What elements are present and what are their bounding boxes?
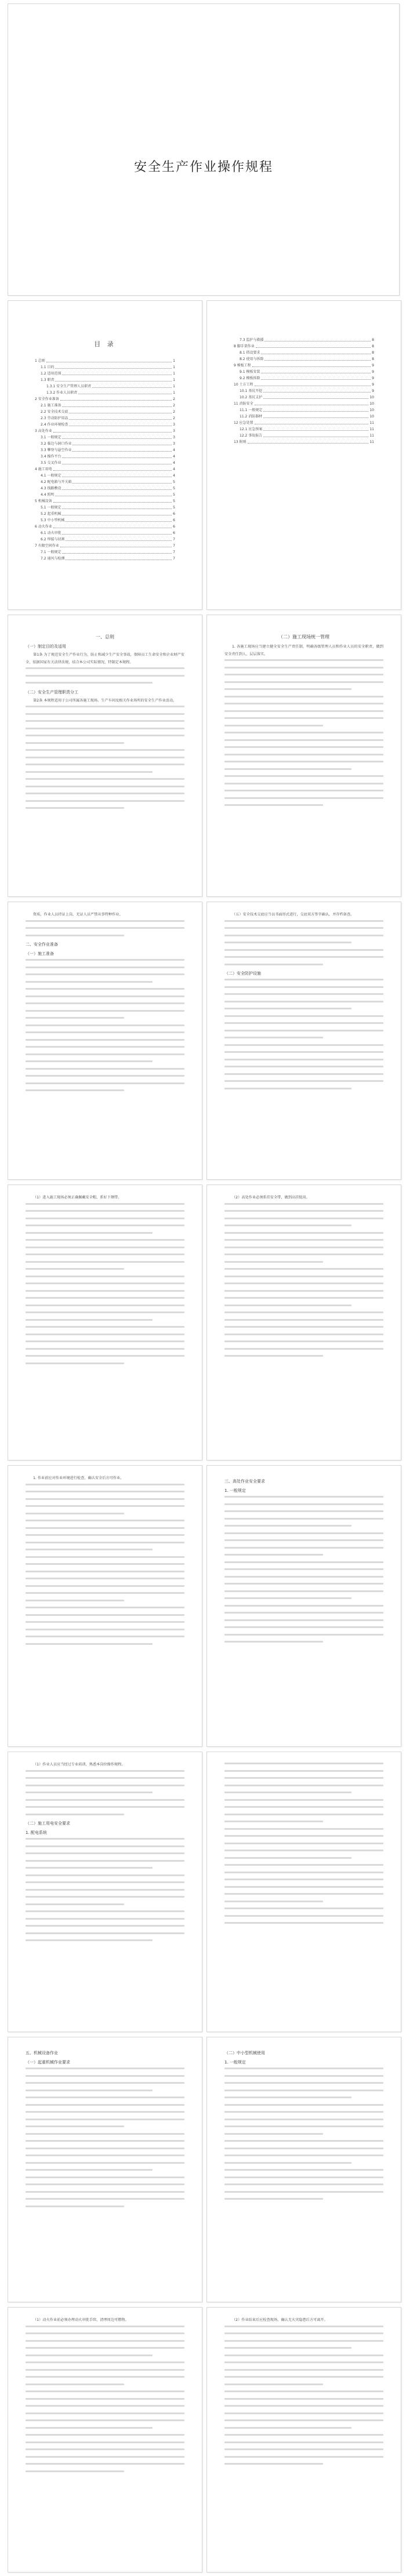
section-heading: （一）制定目的及适用 <box>26 644 66 649</box>
toc-entry-title: 6.1 动火审批 <box>41 531 61 535</box>
toc-entry-page-number: 5 <box>173 499 175 503</box>
toc-entry-title: 11 消防安全 <box>234 402 253 406</box>
toc-leader-dots <box>66 559 172 560</box>
toc-entry[interactable] <box>234 413 374 420</box>
toc-entry[interactable] <box>35 364 175 370</box>
text-lines <box>224 1496 383 1643</box>
toc-entry-page-number: 3 <box>173 429 175 433</box>
toc-entry-title: 12 应急处置 <box>234 421 253 425</box>
toc-entry-title: 12.1 应急预案 <box>240 427 263 431</box>
toc-entry[interactable] <box>35 549 175 555</box>
toc-entry-page-number: 10 <box>369 415 374 419</box>
toc-leader-dots <box>263 411 368 412</box>
text-lines <box>224 979 383 1089</box>
toc-entry-title: 3 高处作业 <box>35 429 52 433</box>
toc-leader-dots <box>72 483 172 484</box>
toc-entry-title: 5.2 起重机械 <box>41 512 61 516</box>
section-heading: 二、安全作业准备 <box>26 942 58 947</box>
toc-entry[interactable] <box>234 426 374 433</box>
toc-entry-page-number: 4 <box>173 461 175 465</box>
toc-entry-title: 9.2 模板拆除 <box>240 376 260 380</box>
toc-entry[interactable] <box>35 383 175 390</box>
toc-heading: 目 录 <box>94 340 116 348</box>
toc-entry[interactable] <box>35 485 175 492</box>
toc-entry[interactable] <box>35 447 175 453</box>
toc-entry-title: 1.1 目的 <box>41 365 55 369</box>
toc-entry-page-number: 11 <box>369 434 374 438</box>
toc-entry-title: 9 模板工程 <box>234 364 251 368</box>
toc-leader-dots <box>92 387 172 388</box>
toc-entry-page-number: 10 <box>369 395 374 399</box>
paragraph: （五）安全技术交底应当以书面形式进行，交底双方签字确认，并存档备查。 <box>232 913 354 917</box>
toc-entry-title: 3.4 操作平台 <box>41 455 61 459</box>
section-heading: 五、机械设备作业 <box>26 2051 58 2055</box>
text-lines <box>26 920 184 936</box>
toc-entry[interactable] <box>35 479 175 485</box>
toc-entry[interactable] <box>234 394 374 401</box>
content-page-9 <box>8 1465 202 1747</box>
toc-entry[interactable] <box>234 401 374 407</box>
toc-entry[interactable] <box>35 415 175 422</box>
toc-entry-page-number: 5 <box>173 480 175 484</box>
toc-entry-title: 4.4 照明 <box>41 493 55 497</box>
text-lines <box>224 2068 383 2200</box>
toc-leader-dots <box>248 443 369 444</box>
toc-entry-title: 7 有限空间作业 <box>35 544 59 548</box>
toc-entry[interactable] <box>234 388 374 394</box>
document-title: 安全生产作业操作规程 <box>133 160 273 175</box>
toc-entry[interactable] <box>35 422 175 428</box>
toc-entry-page-number: 10 <box>369 408 374 412</box>
paragraph: 第1条 为了规范安全生产作业行为，防止和减少生产安全事故，保障员工生命安全和企业财产安全，依据国家有关法律法规，结合本公司实际情况，特制定本规程。 <box>26 653 184 664</box>
text-lines <box>224 1763 383 1924</box>
toc-entry-page-number: 1 <box>173 384 175 388</box>
toc-entry-title: 5.1 一般规定 <box>41 506 61 510</box>
paragraph: （1）作业人员应当经过专业培训，熟悉本岗位操作规程。 <box>33 1763 125 1767</box>
toc-leader-dots <box>62 489 172 490</box>
toc-entry-page-number: 3 <box>173 442 175 446</box>
toc-entry[interactable] <box>35 428 175 434</box>
toc-entry-title: 11.1 一般规定 <box>240 408 263 412</box>
subsection-heading: 1. 一般规定 <box>224 1488 246 1493</box>
toc-entry[interactable] <box>35 543 175 549</box>
toc-entry-page-number: 9 <box>372 389 374 393</box>
paragraph: 1. 各施工现场应当建立健全安全生产责任制，明确各级管理人员和作业人员的安全职责，做到安全责任到人、层层落实。 <box>224 645 383 656</box>
toc-entry-page-number: 7 <box>173 557 175 561</box>
toc-entry-title: 10 土方工程 <box>234 383 253 387</box>
text-lines <box>26 706 184 809</box>
toc-leader-dots <box>62 406 172 407</box>
content-page-14 <box>206 2037 401 2302</box>
subsection-heading: （一）施工准备 <box>26 951 54 956</box>
toc-entry-title: 7.1 一般规定 <box>41 550 61 554</box>
toc-entry-page-number: 7 <box>173 544 175 548</box>
text-lines <box>26 1203 184 1364</box>
toc-leader-dots <box>263 398 368 399</box>
content-page-8 <box>206 1185 401 1460</box>
toc-entry-page-number: 8 <box>372 351 374 355</box>
toc-entry[interactable] <box>35 524 175 530</box>
toc-entry[interactable] <box>35 377 175 383</box>
cover-page <box>8 3 400 296</box>
toc-leader-dots <box>261 379 371 380</box>
toc-entry[interactable] <box>35 504 175 511</box>
section-heading: （二）安全生产管理职责分工 <box>26 689 78 695</box>
toc-entry-title: 8.1 搭设要求 <box>240 351 260 355</box>
toc-entry-title: 6.2 焊接与切割 <box>41 537 65 542</box>
toc-page-2 <box>206 300 401 610</box>
toc-entry[interactable] <box>35 460 175 466</box>
content-page-12 <box>206 1752 401 2032</box>
toc-entry-title: 8.2 使用与拆除 <box>240 357 264 361</box>
toc-entry[interactable] <box>35 473 175 479</box>
chapter-title: 一、总则 <box>96 634 114 640</box>
toc-entry[interactable] <box>234 343 374 350</box>
toc-leader-dots <box>62 508 172 509</box>
toc-leader-dots <box>62 553 172 554</box>
toc-entry[interactable] <box>35 492 175 498</box>
toc-entry-title: 4.1 一般规定 <box>41 474 61 478</box>
toc-entry[interactable] <box>234 382 374 388</box>
toc-entry-page-number: 9 <box>372 383 374 387</box>
section-heading: （二）安全防护设施 <box>224 971 261 976</box>
toc-entry-page-number: 5 <box>173 506 175 510</box>
toc-entry[interactable] <box>35 390 175 396</box>
toc-entry-title: 1.2 适用范围 <box>41 372 61 376</box>
toc-entry-title: 10.1 基坑开挖 <box>240 389 263 393</box>
toc-entry-title: 1 总则 <box>35 359 45 363</box>
toc-entry-page-number: 11 <box>369 427 374 431</box>
toc-entry-page-number: 1 <box>173 365 175 369</box>
toc-page <box>8 300 202 610</box>
toc-entry-page-number: 9 <box>372 376 374 380</box>
content-page-10 <box>206 1465 401 1747</box>
toc-leader-dots <box>55 381 172 382</box>
toc-leader-dots <box>263 417 368 418</box>
text-lines <box>26 1770 184 1815</box>
toc-entry-title: 13 附则 <box>234 440 246 444</box>
toc-entry[interactable] <box>35 453 175 460</box>
toc-entry[interactable] <box>234 362 374 369</box>
toc-entry-page-number: 5 <box>173 486 175 491</box>
text-lines <box>26 2326 184 2472</box>
toc-entry-title: 3.3 攀登与悬空作业 <box>41 448 72 452</box>
text-lines <box>224 920 383 965</box>
toc-entry-page-number: 4 <box>173 455 175 459</box>
toc-entry[interactable] <box>234 369 374 375</box>
subsection-heading: （一）起重机械作业要求 <box>26 2060 70 2065</box>
toc-entry-title: 3.5 交叉作业 <box>41 461 61 465</box>
toc-entry-page-number: 6 <box>173 525 175 529</box>
toc-list-continued <box>207 301 401 445</box>
toc-entry-page-number: 9 <box>372 364 374 368</box>
toc-entry[interactable] <box>35 555 175 562</box>
paragraph: （2）高处作业必须系挂安全带，做到高挂低用。 <box>232 1196 310 1200</box>
content-page-16 <box>206 2307 401 2573</box>
toc-entry[interactable] <box>35 536 175 543</box>
toc-entry-title: 8 脚手架作业 <box>234 344 255 348</box>
content-page-6 <box>206 902 401 1180</box>
toc-entry-page-number: 7 <box>173 537 175 542</box>
toc-entry-page-number: 4 <box>173 448 175 452</box>
toc-entry[interactable] <box>234 420 374 426</box>
toc-entry-title: 4.2 配电箱与开关箱 <box>41 480 72 484</box>
toc-entry-title: 2.3 劳动防护用品 <box>41 416 68 420</box>
toc-entry-page-number: 6 <box>173 512 175 516</box>
toc-entry-title: 4 施工用电 <box>35 467 52 471</box>
paragraph: （2）作业结束后应检查现场，确认无火灾隐患后方可离开。 <box>232 2318 328 2322</box>
toc-entry[interactable] <box>234 356 374 362</box>
toc-entry-page-number: 2 <box>173 416 175 420</box>
toc-entry-title: 7.3 监护与救援 <box>240 338 264 342</box>
toc-entry[interactable] <box>234 337 374 343</box>
content-page-15 <box>8 2307 202 2573</box>
toc-entry-page-number: 2 <box>173 404 175 408</box>
toc-leader-dots <box>53 432 172 433</box>
toc-leader-dots <box>62 438 172 439</box>
toc-entry[interactable] <box>35 511 175 517</box>
toc-entry[interactable] <box>35 466 175 473</box>
content-page-11 <box>8 1752 202 2032</box>
toc-leader-dots <box>62 534 172 535</box>
toc-entry-page-number: 7 <box>173 550 175 554</box>
content-page-13 <box>8 2037 202 2302</box>
toc-leader-dots <box>264 360 371 361</box>
toc-leader-dots <box>72 451 172 452</box>
toc-entry-page-number: 1 <box>173 378 175 382</box>
toc-entry-title: 1.3 职责 <box>41 378 55 382</box>
toc-entry-title: 2 安全作业准备 <box>35 397 59 401</box>
toc-list <box>8 358 202 562</box>
text-lines <box>26 1484 184 1645</box>
content-page-4 <box>206 615 401 897</box>
toc-entry-title: 2.4 作业环境检查 <box>41 423 68 427</box>
text-lines <box>26 1838 184 1941</box>
paragraph: 1. 作业前应对作业环境进行检查，确认安全后方可作业。 <box>33 1476 124 1480</box>
toc-leader-dots <box>69 419 172 420</box>
toc-entry-page-number: 8 <box>372 344 374 348</box>
toc-entry-page-number: 11 <box>369 421 374 425</box>
toc-entry-page-number: 1 <box>173 372 175 376</box>
text-lines <box>224 2326 383 2465</box>
toc-entry-title: 5 机械设备 <box>35 499 52 503</box>
toc-entry-title: 1.3.1 安全生产管理人员职责 <box>46 384 92 388</box>
toc-leader-dots <box>53 470 172 471</box>
section-heading: （二）施工用电安全要求 <box>26 1821 70 1826</box>
toc-entry-page-number: 10 <box>369 402 374 406</box>
toc-entry[interactable] <box>234 407 374 413</box>
toc-leader-dots <box>263 392 371 393</box>
toc-leader-dots <box>263 430 368 431</box>
toc-entry[interactable] <box>234 350 374 356</box>
toc-entry-page-number: 4 <box>173 467 175 471</box>
toc-entry-title: 11.2 消防器材 <box>240 415 263 419</box>
toc-entry[interactable] <box>35 370 175 377</box>
toc-entry-title: 4.3 线路敷设 <box>41 486 61 491</box>
toc-entry-page-number: 2 <box>173 397 175 401</box>
paragraph: 第2条 本规程适用于公司所属各施工现场、生产车间及相关作业场所的安全生产作业活动。 <box>33 698 177 703</box>
toc-entry[interactable] <box>35 517 175 524</box>
toc-entry-page-number: 1 <box>173 359 175 363</box>
toc-entry-page-number: 9 <box>372 370 374 374</box>
section-heading: （二）中小型机械使用 <box>224 2051 265 2055</box>
toc-entry-title: 3.1 一般规定 <box>41 435 61 439</box>
toc-entry-page-number: 6 <box>173 518 175 522</box>
toc-leader-dots <box>55 368 172 369</box>
text-lines <box>26 667 184 684</box>
toc-entry-title: 12.2 事故报告 <box>240 434 263 438</box>
toc-entry-page-number: 6 <box>173 531 175 535</box>
toc-entry[interactable] <box>35 358 175 364</box>
toc-leader-dots <box>256 347 371 348</box>
toc-entry[interactable] <box>35 409 175 415</box>
toc-leader-dots <box>252 366 371 367</box>
chapter-title: （二）施工现场统一管理 <box>278 634 329 640</box>
toc-entry-title: 7.2 通风与检测 <box>41 557 65 561</box>
content-page-3 <box>8 615 202 897</box>
content-page-5 <box>8 902 202 1180</box>
toc-entry[interactable] <box>35 434 175 441</box>
toc-entry[interactable] <box>35 530 175 536</box>
paragraph: 资质，作业人员持证上岗，无证人员严禁从事特种作业。 <box>33 913 123 917</box>
toc-leader-dots <box>62 457 172 458</box>
toc-entry-title: 6 动火作业 <box>35 525 52 529</box>
toc-entry-page-number: 8 <box>372 338 374 342</box>
text-lines <box>224 1203 383 1357</box>
toc-entry-title: 10.2 基坑支护 <box>240 395 263 399</box>
toc-entry-page-number: 4 <box>173 474 175 478</box>
toc-entry-page-number: 5 <box>173 493 175 497</box>
paragraph: （1）进入施工现场必须正确佩戴安全帽，系好下颏带。 <box>33 1196 122 1200</box>
toc-entry-page-number: 2 <box>173 410 175 414</box>
toc-entry[interactable] <box>35 396 175 402</box>
toc-entry-title: 5.3 中小型机械 <box>41 518 65 522</box>
toc-entry-page-number: 3 <box>173 423 175 427</box>
section-heading: 三、高处作业安全要求 <box>224 1479 265 1484</box>
toc-entry[interactable] <box>234 439 374 445</box>
paragraph: （1）动火作业前必须办理动火审批手续，清理周边可燃物。 <box>33 2318 129 2322</box>
toc-entry-title: 3.2 临边与洞口作业 <box>41 442 72 446</box>
toc-entry[interactable] <box>234 375 374 382</box>
toc-entry-title: 2.2 安全技术交底 <box>41 410 68 414</box>
toc-entry[interactable] <box>35 441 175 447</box>
subsection-heading: 1. 配电系统 <box>26 1830 47 1835</box>
toc-leader-dots <box>66 521 172 522</box>
toc-entry-title: 9.1 模板安装 <box>240 370 260 374</box>
toc-leader-dots <box>60 400 172 401</box>
toc-entry-page-number: 1 <box>173 391 175 395</box>
toc-entry-page-number: 11 <box>369 440 374 444</box>
text-lines <box>224 659 383 806</box>
toc-leader-dots <box>53 502 172 503</box>
content-page-7 <box>8 1185 202 1460</box>
toc-entry[interactable] <box>35 498 175 504</box>
toc-entry-title: 1.3.2 作业人员职责 <box>46 391 78 395</box>
text-lines <box>26 959 184 1091</box>
toc-entry-page-number: 3 <box>173 435 175 439</box>
subsection-heading: 1. 一般规定 <box>224 2060 246 2065</box>
toc-entry[interactable] <box>234 433 374 439</box>
text-lines <box>26 2068 184 2207</box>
toc-entry-title: 2.1 施工准备 <box>41 404 61 408</box>
toc-entry-page-number: 8 <box>372 357 374 361</box>
toc-leader-dots <box>66 540 172 541</box>
toc-entry[interactable] <box>35 402 175 409</box>
